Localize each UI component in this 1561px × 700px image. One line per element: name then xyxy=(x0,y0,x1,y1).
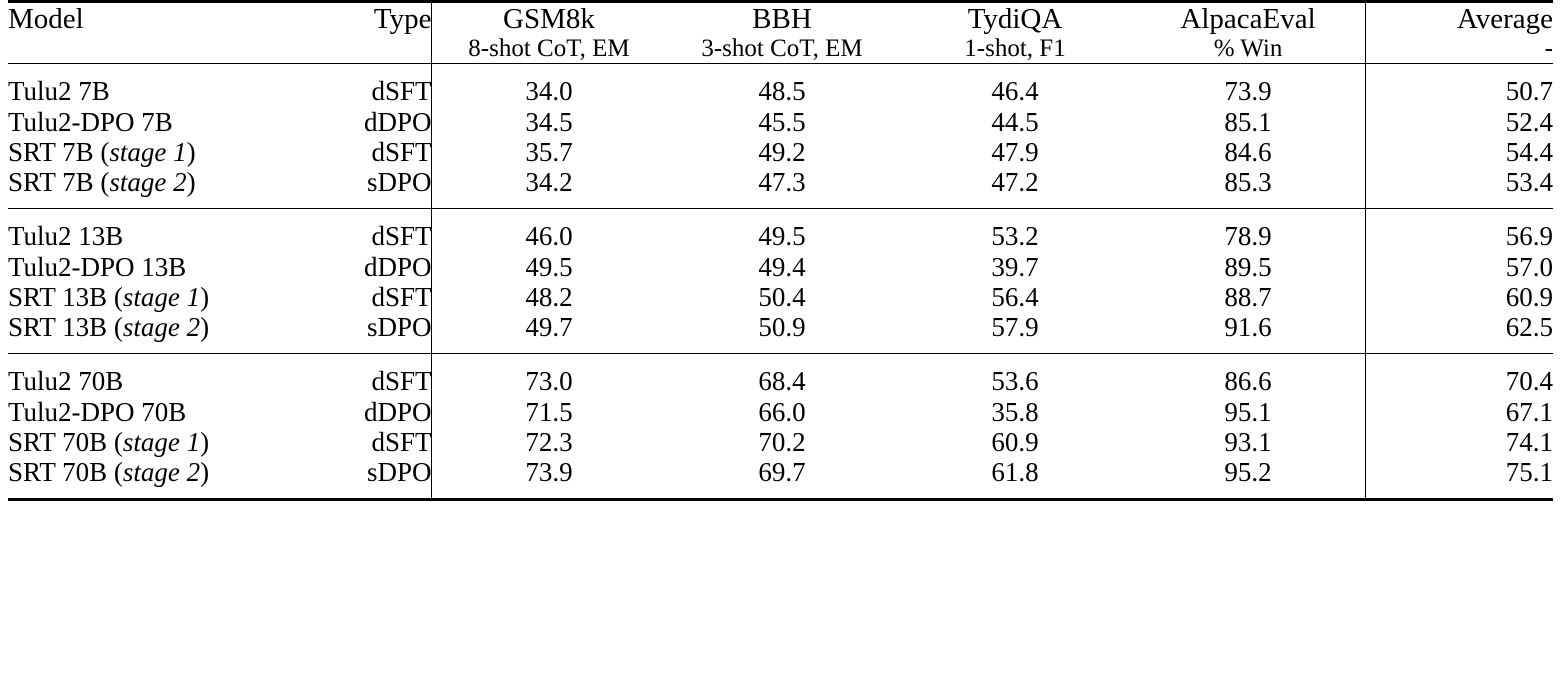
cell-gsm8k: 72.3 xyxy=(432,427,666,457)
cell-tydiqa: 44.5 xyxy=(991,106,1039,137)
cell-bbh: 45.5 xyxy=(758,106,806,137)
cell-alpacaeval: 85.1 xyxy=(1224,106,1272,137)
cell-average: 74.1 xyxy=(1365,427,1553,457)
cell-tydiqa: 35.8 xyxy=(991,396,1039,427)
cell-model xyxy=(8,427,312,457)
table-row xyxy=(8,209,1553,252)
cell-gsm8k: 34.2 xyxy=(432,167,666,209)
model-stage: stage 1 xyxy=(122,426,201,457)
cell-gsm8k: 46.0 xyxy=(432,209,666,252)
results-table xyxy=(8,0,1553,501)
cell-type: dDPO xyxy=(363,396,432,427)
cell-gsm8k: 73.9 xyxy=(432,457,666,500)
cell-gsm8k: 35.7 xyxy=(432,137,666,167)
cell-type: dSFT xyxy=(371,426,432,457)
cell-average: 60.9 xyxy=(1365,282,1553,312)
model-name: Tulu2 70B xyxy=(8,366,124,397)
cell-tydiqa: 53.6 xyxy=(899,354,1132,397)
cell-alpacaeval: 85.3 xyxy=(1224,167,1272,198)
cell-bbh: 49.4 xyxy=(758,251,806,282)
model-stage: stage 2 xyxy=(122,312,201,343)
header-alpacaeval: AlpacaEval xyxy=(1132,2,1366,36)
model-name: Tulu2-DPO 70B xyxy=(8,396,187,427)
cell-tydiqa: 47.9 xyxy=(991,136,1039,167)
cell-model xyxy=(8,64,312,107)
cell-model xyxy=(8,354,312,397)
cell-type: dSFT xyxy=(371,281,432,312)
cell-bbh: 66.0 xyxy=(758,396,806,427)
cell-model xyxy=(8,209,312,252)
cell-gsm8k: 34.0 xyxy=(432,64,666,107)
cell-bbh: 48.5 xyxy=(665,64,898,107)
cell-tydiqa: 53.2 xyxy=(899,209,1132,252)
cell-average: 52.4 xyxy=(1365,107,1553,137)
header-bbh: BBH xyxy=(665,2,898,36)
cell-alpacaeval: 93.1 xyxy=(1224,426,1272,457)
model-paren-close: ) xyxy=(200,281,210,312)
header-model: Model xyxy=(8,2,312,36)
cell-average: 53.4 xyxy=(1365,167,1553,209)
cell-model xyxy=(8,312,312,354)
cell-alpacaeval: 84.6 xyxy=(1224,136,1272,167)
cell-gsm8k: 48.2 xyxy=(432,282,666,312)
model-name: Tulu2 13B xyxy=(8,221,124,252)
cell-gsm8k: 49.5 xyxy=(432,252,666,282)
model-name: Tulu2-DPO 7B xyxy=(8,106,173,137)
cell-gsm8k: 71.5 xyxy=(432,397,666,427)
cell-bbh: 49.2 xyxy=(758,136,806,167)
cell-bbh: 47.3 xyxy=(758,167,806,198)
cell-average: 54.4 xyxy=(1365,137,1553,167)
table-row xyxy=(8,457,1553,500)
cell-average: 67.1 xyxy=(1365,397,1553,427)
model-name: SRT 7B ( xyxy=(8,167,110,198)
header-model-sub xyxy=(8,35,312,64)
cell-alpacaeval: 88.7 xyxy=(1224,281,1272,312)
table-row xyxy=(8,312,1553,354)
cell-tydiqa: 47.2 xyxy=(991,167,1039,198)
model-stage: stage 2 xyxy=(109,167,187,198)
cell-bbh: 49.5 xyxy=(665,209,898,252)
header-bbh-sub: 3-shot CoT, EM xyxy=(701,35,863,63)
cell-average: 62.5 xyxy=(1365,312,1553,354)
model-name: Tulu2-DPO 13B xyxy=(8,251,187,282)
cell-type: dSFT xyxy=(312,64,432,107)
cell-average: 70.4 xyxy=(1365,354,1553,397)
cell-tydiqa: 39.7 xyxy=(991,251,1039,282)
model-name: SRT 70B ( xyxy=(8,457,123,488)
model-paren-close: ) xyxy=(200,426,210,457)
header-tydiqa-sub: 1-shot, F1 xyxy=(964,35,1066,63)
cell-bbh: 50.4 xyxy=(758,281,806,312)
cell-tydiqa: 61.8 xyxy=(899,457,1132,500)
cell-type: sDPO xyxy=(366,312,432,343)
header-gsm8k-sub: 8-shot CoT, EM xyxy=(432,35,666,64)
cell-average: 75.1 xyxy=(1365,457,1553,500)
cell-model xyxy=(8,282,312,312)
header-type-sub xyxy=(312,35,432,64)
table-body xyxy=(8,2,1553,500)
cell-alpacaeval: 95.1 xyxy=(1224,396,1272,427)
header-average: Average xyxy=(1365,2,1553,36)
model-name: SRT 70B ( xyxy=(8,426,123,457)
cell-model xyxy=(8,137,312,167)
cell-type: dDPO xyxy=(363,251,432,282)
table-row xyxy=(8,354,1553,397)
model-stage: stage 2 xyxy=(122,457,201,488)
cell-alpacaeval: 89.5 xyxy=(1224,251,1272,282)
model-name: Tulu2 7B xyxy=(8,76,110,107)
cell-model xyxy=(8,167,312,209)
cell-bbh: 69.7 xyxy=(665,457,898,500)
cell-gsm8k: 73.0 xyxy=(432,354,666,397)
cell-gsm8k: 49.7 xyxy=(432,312,666,354)
cell-alpacaeval: 95.2 xyxy=(1132,457,1366,500)
model-name: SRT 7B ( xyxy=(8,136,110,167)
cell-tydiqa: 60.9 xyxy=(991,426,1039,457)
model-name: SRT 13B ( xyxy=(8,281,123,312)
model-paren-close: ) xyxy=(186,167,196,198)
cell-bbh: 50.9 xyxy=(758,312,806,343)
header-gsm8k: GSM8k xyxy=(432,2,666,36)
table-row xyxy=(8,167,1553,209)
header-alpacaeval-sub: % Win xyxy=(1213,35,1283,63)
cell-model xyxy=(8,107,312,137)
model-stage: stage 1 xyxy=(122,281,201,312)
table-row xyxy=(8,397,1553,427)
cell-model xyxy=(8,252,312,282)
table-row xyxy=(8,427,1553,457)
table-header-row-main xyxy=(8,2,1553,36)
cell-model xyxy=(8,457,312,500)
cell-type: dSFT xyxy=(312,354,432,397)
header-type: Type xyxy=(312,2,432,36)
cell-average: 56.9 xyxy=(1365,209,1553,252)
model-stage: stage 1 xyxy=(109,136,187,167)
cell-bbh: 68.4 xyxy=(665,354,898,397)
cell-type: dDPO xyxy=(363,106,432,137)
cell-alpacaeval: 86.6 xyxy=(1132,354,1366,397)
table-row xyxy=(8,107,1553,137)
header-average-sub: - xyxy=(1365,35,1553,64)
model-paren-close: ) xyxy=(200,312,210,343)
table-row xyxy=(8,252,1553,282)
cell-alpacaeval: 91.6 xyxy=(1224,312,1272,343)
cell-type: dSFT xyxy=(371,136,432,167)
model-paren-close: ) xyxy=(186,136,196,167)
cell-tydiqa: 56.4 xyxy=(991,281,1039,312)
cell-type: sDPO xyxy=(312,457,432,500)
cell-tydiqa: 46.4 xyxy=(899,64,1132,107)
table-row xyxy=(8,137,1553,167)
table-header-row-sub xyxy=(8,35,1553,64)
cell-alpacaeval: 78.9 xyxy=(1132,209,1366,252)
model-name: SRT 13B ( xyxy=(8,312,123,343)
cell-alpacaeval: 73.9 xyxy=(1132,64,1366,107)
cell-bbh: 70.2 xyxy=(758,426,806,457)
cell-average: 50.7 xyxy=(1365,64,1553,107)
table-row xyxy=(8,64,1553,107)
model-paren-close: ) xyxy=(200,457,210,488)
cell-gsm8k: 34.5 xyxy=(432,107,666,137)
cell-tydiqa: 57.9 xyxy=(991,312,1039,343)
table-row xyxy=(8,282,1553,312)
cell-type: dSFT xyxy=(312,209,432,252)
header-tydiqa: TydiQA xyxy=(899,2,1132,36)
cell-average: 57.0 xyxy=(1365,252,1553,282)
cell-type: sDPO xyxy=(366,167,432,198)
cell-model xyxy=(8,397,312,427)
